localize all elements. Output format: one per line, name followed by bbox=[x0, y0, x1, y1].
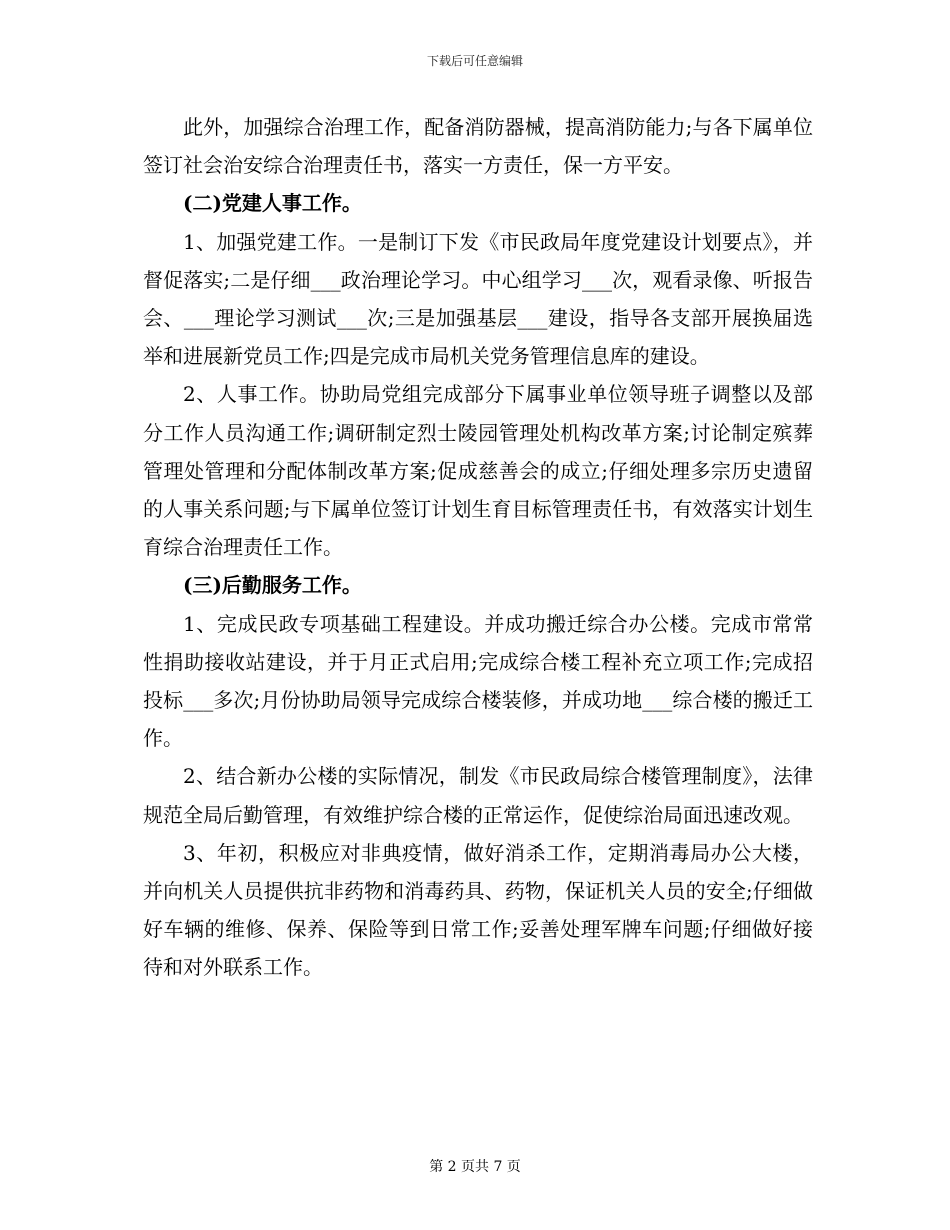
page-number: 第 2 页共 7 页 bbox=[429, 1159, 521, 1175]
section-heading-logistics: (三)后勤服务工作。 bbox=[183, 573, 362, 598]
document-body bbox=[143, 108, 813, 987]
paragraph-epidemic-response: 3、年初，积极应对非典疫情，做好消杀工作，定期消毒局办公大楼，并向机关人员提供抗非药物和消毒药具、药物，保证机关人员的安全;仔细做好车辆的维修、保养、保险等到日常工作;妥善处理军牌车问题;仔细做好接待和对外联系工作。 bbox=[143, 840, 813, 980]
paragraph-intro: 此外，加强综合治理工作，配备消防器械，提高消防能力;与各下属单位签订社会治安综合治理责任书，落实一方责任，保一方平安。 bbox=[143, 115, 813, 178]
paragraph-party-building: 1、加强党建工作。一是制订下发《市民政局年度党建设计划要点》，并督促落实;二是仔细___政治理论学习。中心组学习___次，观看录像、听报告会、___理论学习测试___次;三是加强基层___建设，指导各支部开展换届选举和进展新党员工作;四是完成市局机关党务管理信息库的建设。 bbox=[143, 229, 813, 369]
page-header: 下载后可任意编辑 bbox=[426, 54, 523, 68]
paragraph-personnel-work: 2、人事工作。协助局党组完成部分下属事业单位领导班子调整以及部分工作人员沟通工作;调研制定烈士陵园管理处机构改革方案;讨论制定殡葬管理处管理和分配体制改革方案;促成慈善会的成立;仔细处理多宗历史遗留的人事关系问题;与下属单位签订计划生育目标管理责任书，有效落实计划生育综合治理责任工作。 bbox=[143, 382, 813, 560]
paragraph-construction: 1、完成民政专项基础工程建设。并成功搬迁综合办公楼。完成市常常性捐助接收站建设，并于月正式启用;完成综合楼工程补充立项工作;完成招投标___多次;月份协助局领导完成综合楼装修，并成功地___综合楼的搬迁工作。 bbox=[143, 611, 813, 751]
paragraph-building-management: 2、结合新办公楼的实际情况，制发《市民政局综合楼管理制度》，法律规范全局后勤管理，有效维护综合楼的正常运作，促使综治局面迅速改观。 bbox=[143, 764, 813, 827]
section-heading-party-personnel: (二)党建人事工作。 bbox=[183, 191, 362, 216]
